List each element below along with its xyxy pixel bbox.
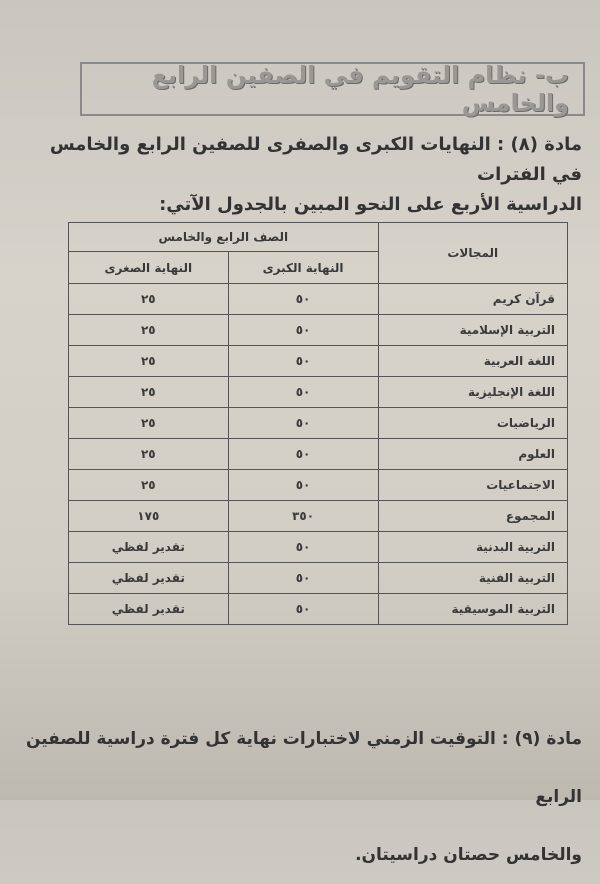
cell-min: ٢٥ [69,315,229,346]
cell-min: ٢٥ [69,408,229,439]
cell-max: ٥٠ [228,377,378,408]
cell-subject: التربية البدنية [378,532,567,563]
cell-subject: الرياضيات [378,408,567,439]
cell-subject: الاجتماعيات [378,470,567,501]
table-row [69,563,568,594]
table-row [69,377,568,408]
cell-max: ٥٠ [228,563,378,594]
section-header-box [80,62,585,116]
header-min: النهاية الصغرى [69,252,229,284]
cell-subject: قرآن كريم [378,284,567,315]
cell-subject: التربية الإسلامية [378,315,567,346]
article-8-line-2: الدراسية الأربع على النحو المبين بالجدول الآتي: [159,194,582,215]
cell-max: ٥٠ [228,346,378,377]
cell-max: ٥٠ [228,439,378,470]
cell-subject: اللغة الإنجليزية [378,377,567,408]
cell-min: ١٧٥ [69,501,229,532]
cell-subject: العلوم [378,439,567,470]
cell-min: ٢٥ [69,346,229,377]
cell-min: تقدير لفظي [69,563,229,594]
cell-min: ٢٥ [69,377,229,408]
section-title: ب- نظام التقويم في الصفين الرابع والخامس [151,61,569,117]
cell-subject: اللغة العربية [378,346,567,377]
cell-max: ٥٠ [228,284,378,315]
article-9-line-1: مادة (٩) : التوقيت الزمني لاختبارات نهاية كل فترة دراسية للصفين الرابع [25,729,582,807]
cell-max: ٥٠ [228,594,378,625]
cell-subject: المجموع [378,501,567,532]
cell-min: تقدير لفظي [69,594,229,625]
table-row [69,470,568,501]
table-row [69,439,568,470]
cell-max: ٥٠ [228,408,378,439]
table-row [69,284,568,315]
cell-min: ٢٥ [69,284,229,315]
cell-min: ٢٥ [69,470,229,501]
cell-subject: التربية الفنية [378,563,567,594]
table-row [69,408,568,439]
cell-max: ٥٠ [228,532,378,563]
table-body [69,284,568,625]
header-max: النهاية الكبرى [228,252,378,284]
cell-min: ٢٥ [69,439,229,470]
cell-max: ٣٥٠ [228,501,378,532]
grades-table [68,222,568,625]
table-row [69,532,568,563]
article-8-text [22,130,582,220]
article-9-line-2: والخامس حصتان دراسيتان. [355,845,582,865]
article-8-line-1: مادة (٨) : النهايات الكبرى والصفرى للصفين الرابع والخامس في الفترات [49,134,582,185]
cell-max: ٥٠ [228,470,378,501]
cell-min: تقدير لفظي [69,532,229,563]
table-row [69,501,568,532]
table-row [69,315,568,346]
header-subjects: المجالات [378,223,567,284]
table-row [69,594,568,625]
cell-max: ٥٠ [228,315,378,346]
cell-subject: التربية الموسيقية [378,594,567,625]
header-grade-group: الصف الرابع والخامس [69,223,379,252]
table-row [69,346,568,377]
article-9-text [22,710,582,884]
